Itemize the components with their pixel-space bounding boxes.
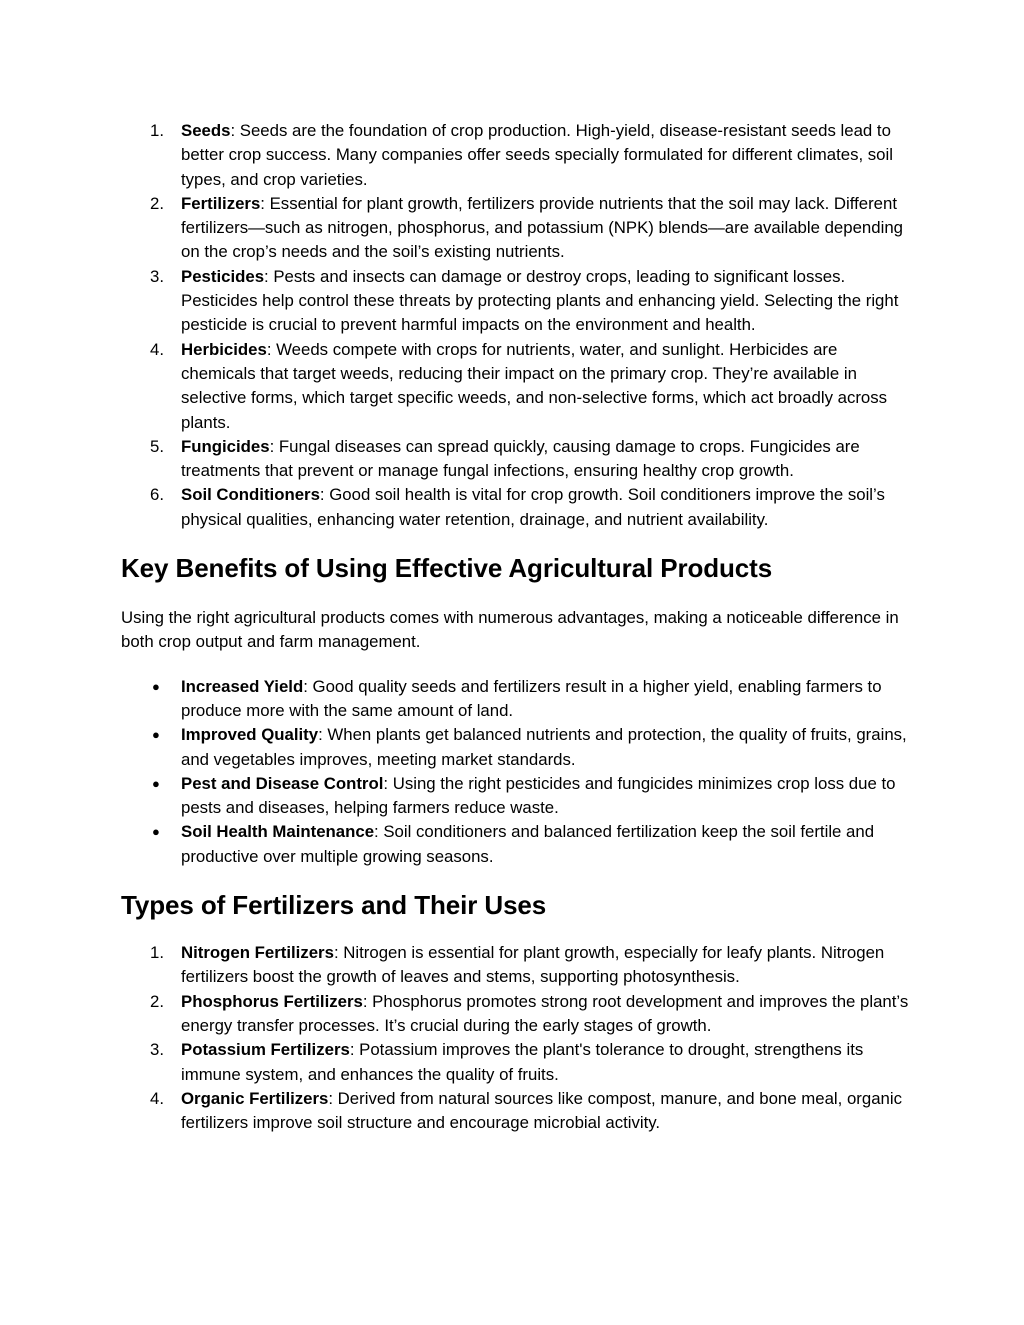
- list-item-term: Fertilizers: [181, 193, 261, 213]
- list-item: [121, 435, 911, 484]
- list-item: [121, 990, 911, 1039]
- list-item: [121, 192, 911, 265]
- list-item: [121, 675, 911, 724]
- list-item: [121, 1087, 911, 1136]
- section-heading-benefits: Key Benefits of Using Effective Agricultural Products: [121, 553, 773, 584]
- list-item-text: : Using the right pesticides and fungicides minimizes crop loss due to pests and diseases, helping farmers reduce waste.: [181, 773, 896, 818]
- bullet-marker: ●: [152, 678, 160, 694]
- list-item: [121, 338, 911, 435]
- section-heading-fertilizers: Types of Fertilizers and Their Uses: [121, 890, 547, 921]
- list-item-term: Increased Yield: [181, 676, 304, 696]
- list-marker: 1.: [150, 943, 164, 963]
- bullet-marker: ●: [152, 727, 160, 743]
- list-item-term: Seeds: [181, 121, 231, 140]
- list-item-text: : Seeds are the foundation of crop production. High-yield, disease-resistant seeds lead to better crop success. Many companies offer seeds specially formulated for different climates, soil types, and crop varieties.: [181, 121, 893, 189]
- list-item-term: Pest and Disease Control: [181, 773, 384, 793]
- list-item-term: Herbicides: [181, 339, 267, 359]
- list-item: [121, 941, 911, 990]
- list-item-text: : When plants get balanced nutrients and protection, the quality of fruits, grains, and vegetables improves, meeting market standards.: [181, 725, 907, 769]
- list-item-text: : Phosphorus promotes strong root development and improves the plant’s energy transfer processes. It’s crucial during the early stages of growth.: [181, 991, 909, 1035]
- document-content: [121, 119, 911, 1135]
- list-marker: 3.: [150, 1040, 164, 1060]
- list-item: [121, 265, 911, 338]
- list-marker: 3.: [150, 266, 164, 286]
- list-item-text: : Nitrogen is essential for plant growth, especially for leafy plants. Nitrogen fertilizers boost the growth of leaves and stems, supporting photosynthesis.: [181, 943, 885, 987]
- bullet-marker: ●: [152, 775, 160, 791]
- list-item-term: Potassium Fertilizers: [181, 1040, 350, 1060]
- list-item: [121, 119, 911, 192]
- list-item-term: Fungicides: [181, 436, 270, 456]
- list-marker: 4.: [150, 1088, 164, 1108]
- list-item: [121, 772, 911, 821]
- list-item-term: Soil Health Maintenance: [181, 822, 375, 842]
- list-marker: 2.: [150, 991, 164, 1011]
- benefits-intro-paragraph: Using the right agricultural products comes with numerous advantages, making a noticeable difference in both crop output and farm management.: [121, 608, 899, 652]
- list-item: [121, 483, 911, 532]
- list-marker: 4.: [150, 339, 164, 359]
- bullet-marker: ●: [152, 824, 160, 840]
- list-marker: 1.: [150, 121, 164, 140]
- list-item-term: Soil Conditioners: [181, 485, 320, 505]
- list-marker: 2.: [150, 193, 164, 213]
- list-item-text: : Essential for plant growth, fertilizers provide nutrients that the soil may lack. Different fertilizers—such as nitrogen, phosphorus, and potassium (NPK) blends—are available depending on the crop’s needs and the soil’s existing nutrients.: [181, 193, 903, 262]
- list-item-text: : Good quality seeds and fertilizers result in a higher yield, enabling farmers to produce more with the same amount of land.: [181, 676, 882, 720]
- products-list: [121, 119, 911, 532]
- fertilizers-list: [121, 941, 911, 1135]
- list-item-text: : Derived from natural sources like compost, manure, and bone meal, organic fertilizers improve soil structure and encourage microbial activity.: [181, 1088, 902, 1133]
- list-marker: 5.: [150, 436, 164, 456]
- list-item-text: : Potassium improves the plant's tolerance to drought, strengthens its immune system, and enhances the quality of fruits.: [181, 1040, 864, 1084]
- list-item-term: Organic Fertilizers: [181, 1088, 329, 1108]
- list-item: [121, 820, 911, 869]
- list-item-term: Pesticides: [181, 266, 265, 286]
- list-item: [121, 1038, 911, 1087]
- list-marker: 6.: [150, 485, 164, 505]
- benefits-list: [121, 675, 911, 869]
- list-item-text: : Fungal diseases can spread quickly, causing damage to crops. Fungicides are treatments that prevent or manage fungal infections, ensuring healthy crop growth.: [181, 436, 860, 481]
- list-item-term: Phosphorus Fertilizers: [181, 991, 363, 1011]
- list-item-text: : Soil conditioners and balanced fertilization keep the soil fertile and productive over multiple growing seasons.: [181, 822, 875, 866]
- list-item-text: : Pests and insects can damage or destroy crops, leading to significant losses. Pesticides help control these threats by protecting plants and enhancing yield. Selecting the right pesticide is crucial to prevent harmful impacts on the environment and health.: [181, 266, 899, 335]
- list-item-term: Nitrogen Fertilizers: [181, 943, 334, 963]
- list-item-term: Improved Quality: [181, 725, 319, 745]
- list-item: [121, 723, 911, 772]
- list-item-text: : Weeds compete with crops for nutrients, water, and sunlight. Herbicides are chemicals that target weeds, reducing their impact on the primary crop. They’re available in selective forms, which target specific weeds, and non-selective forms, which act broadly across plants.: [181, 339, 888, 432]
- list-item-text: : Good soil health is vital for crop growth. Soil conditioners improve the soil’s physical qualities, enhancing water retention, drainage, and nutrient availability.: [181, 485, 885, 529]
